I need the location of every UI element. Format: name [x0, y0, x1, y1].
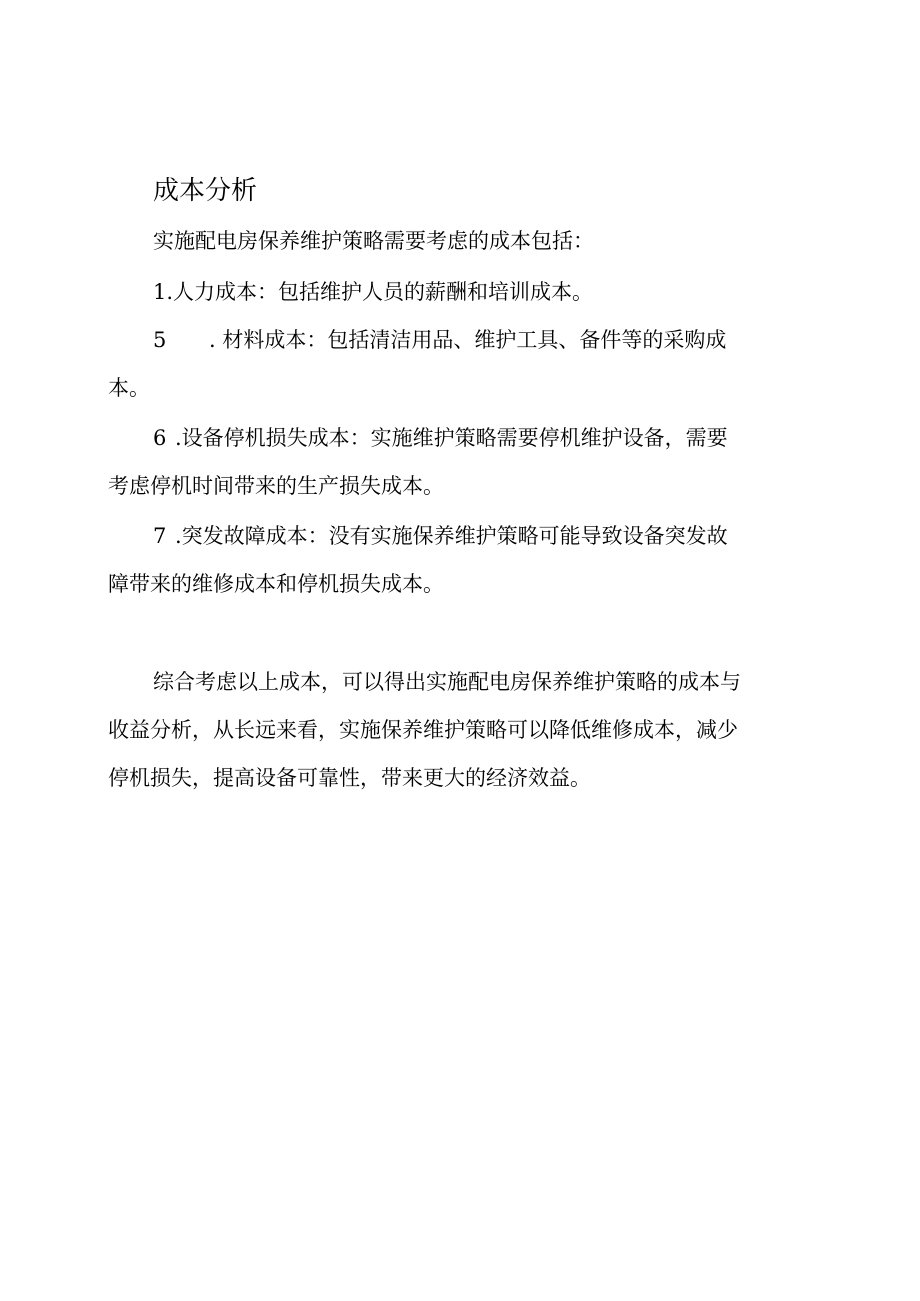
list-item-number: 1. — [153, 280, 174, 304]
intro-text: 实施配电房保养维护策略需要考虑的成本包括： — [153, 229, 594, 253]
list-item-continuation: 本。 — [108, 376, 150, 400]
list-item-line — [108, 268, 808, 316]
list-item-number: 7 — [153, 524, 167, 548]
intro-paragraph — [108, 217, 808, 265]
list-item-continuation: 考虑停机时间带来的生产损失成本。 — [108, 474, 444, 498]
list-item-line — [108, 512, 808, 560]
list-item-downtime-cost — [108, 414, 808, 510]
list-item-text: .设备停机损失成本：实施维护策略需要停机维护设备，需要 — [175, 426, 728, 450]
section-heading: 成本分析 — [153, 176, 258, 206]
list-item-material-cost — [108, 316, 808, 412]
list-item-text: . 材料成本：包括清洁用品、维护工具、备件等的采购成 — [209, 328, 727, 352]
conclusion-line: 收益分析，从长远来看，实施保养维护策略可以降低维修成本，减少 — [108, 718, 738, 742]
list-item-line — [108, 316, 808, 364]
conclusion-line: 综合考虑以上成本，可以得出实施配电房保养维护策略的成本与 — [153, 670, 741, 694]
list-item-text: 人力成本：包括维护人员的薪酬和培训成本。 — [173, 280, 594, 304]
list-item-continuation: 障带来的维修成本和停机损失成本。 — [108, 572, 444, 596]
list-item-text: .突发故障成本：没有实施保养维护策略可能导致设备突发故 — [175, 524, 728, 548]
list-item-number: 6 — [153, 426, 167, 450]
list-item-failure-cost — [108, 512, 808, 608]
list-item-line — [108, 414, 808, 462]
conclusion-paragraph — [108, 658, 808, 802]
conclusion-line: 停机损失，提高设备可靠性，带来更大的经济效益。 — [108, 766, 591, 790]
list-item-number: 5 — [153, 328, 167, 352]
list-item-labor-cost — [108, 268, 808, 316]
